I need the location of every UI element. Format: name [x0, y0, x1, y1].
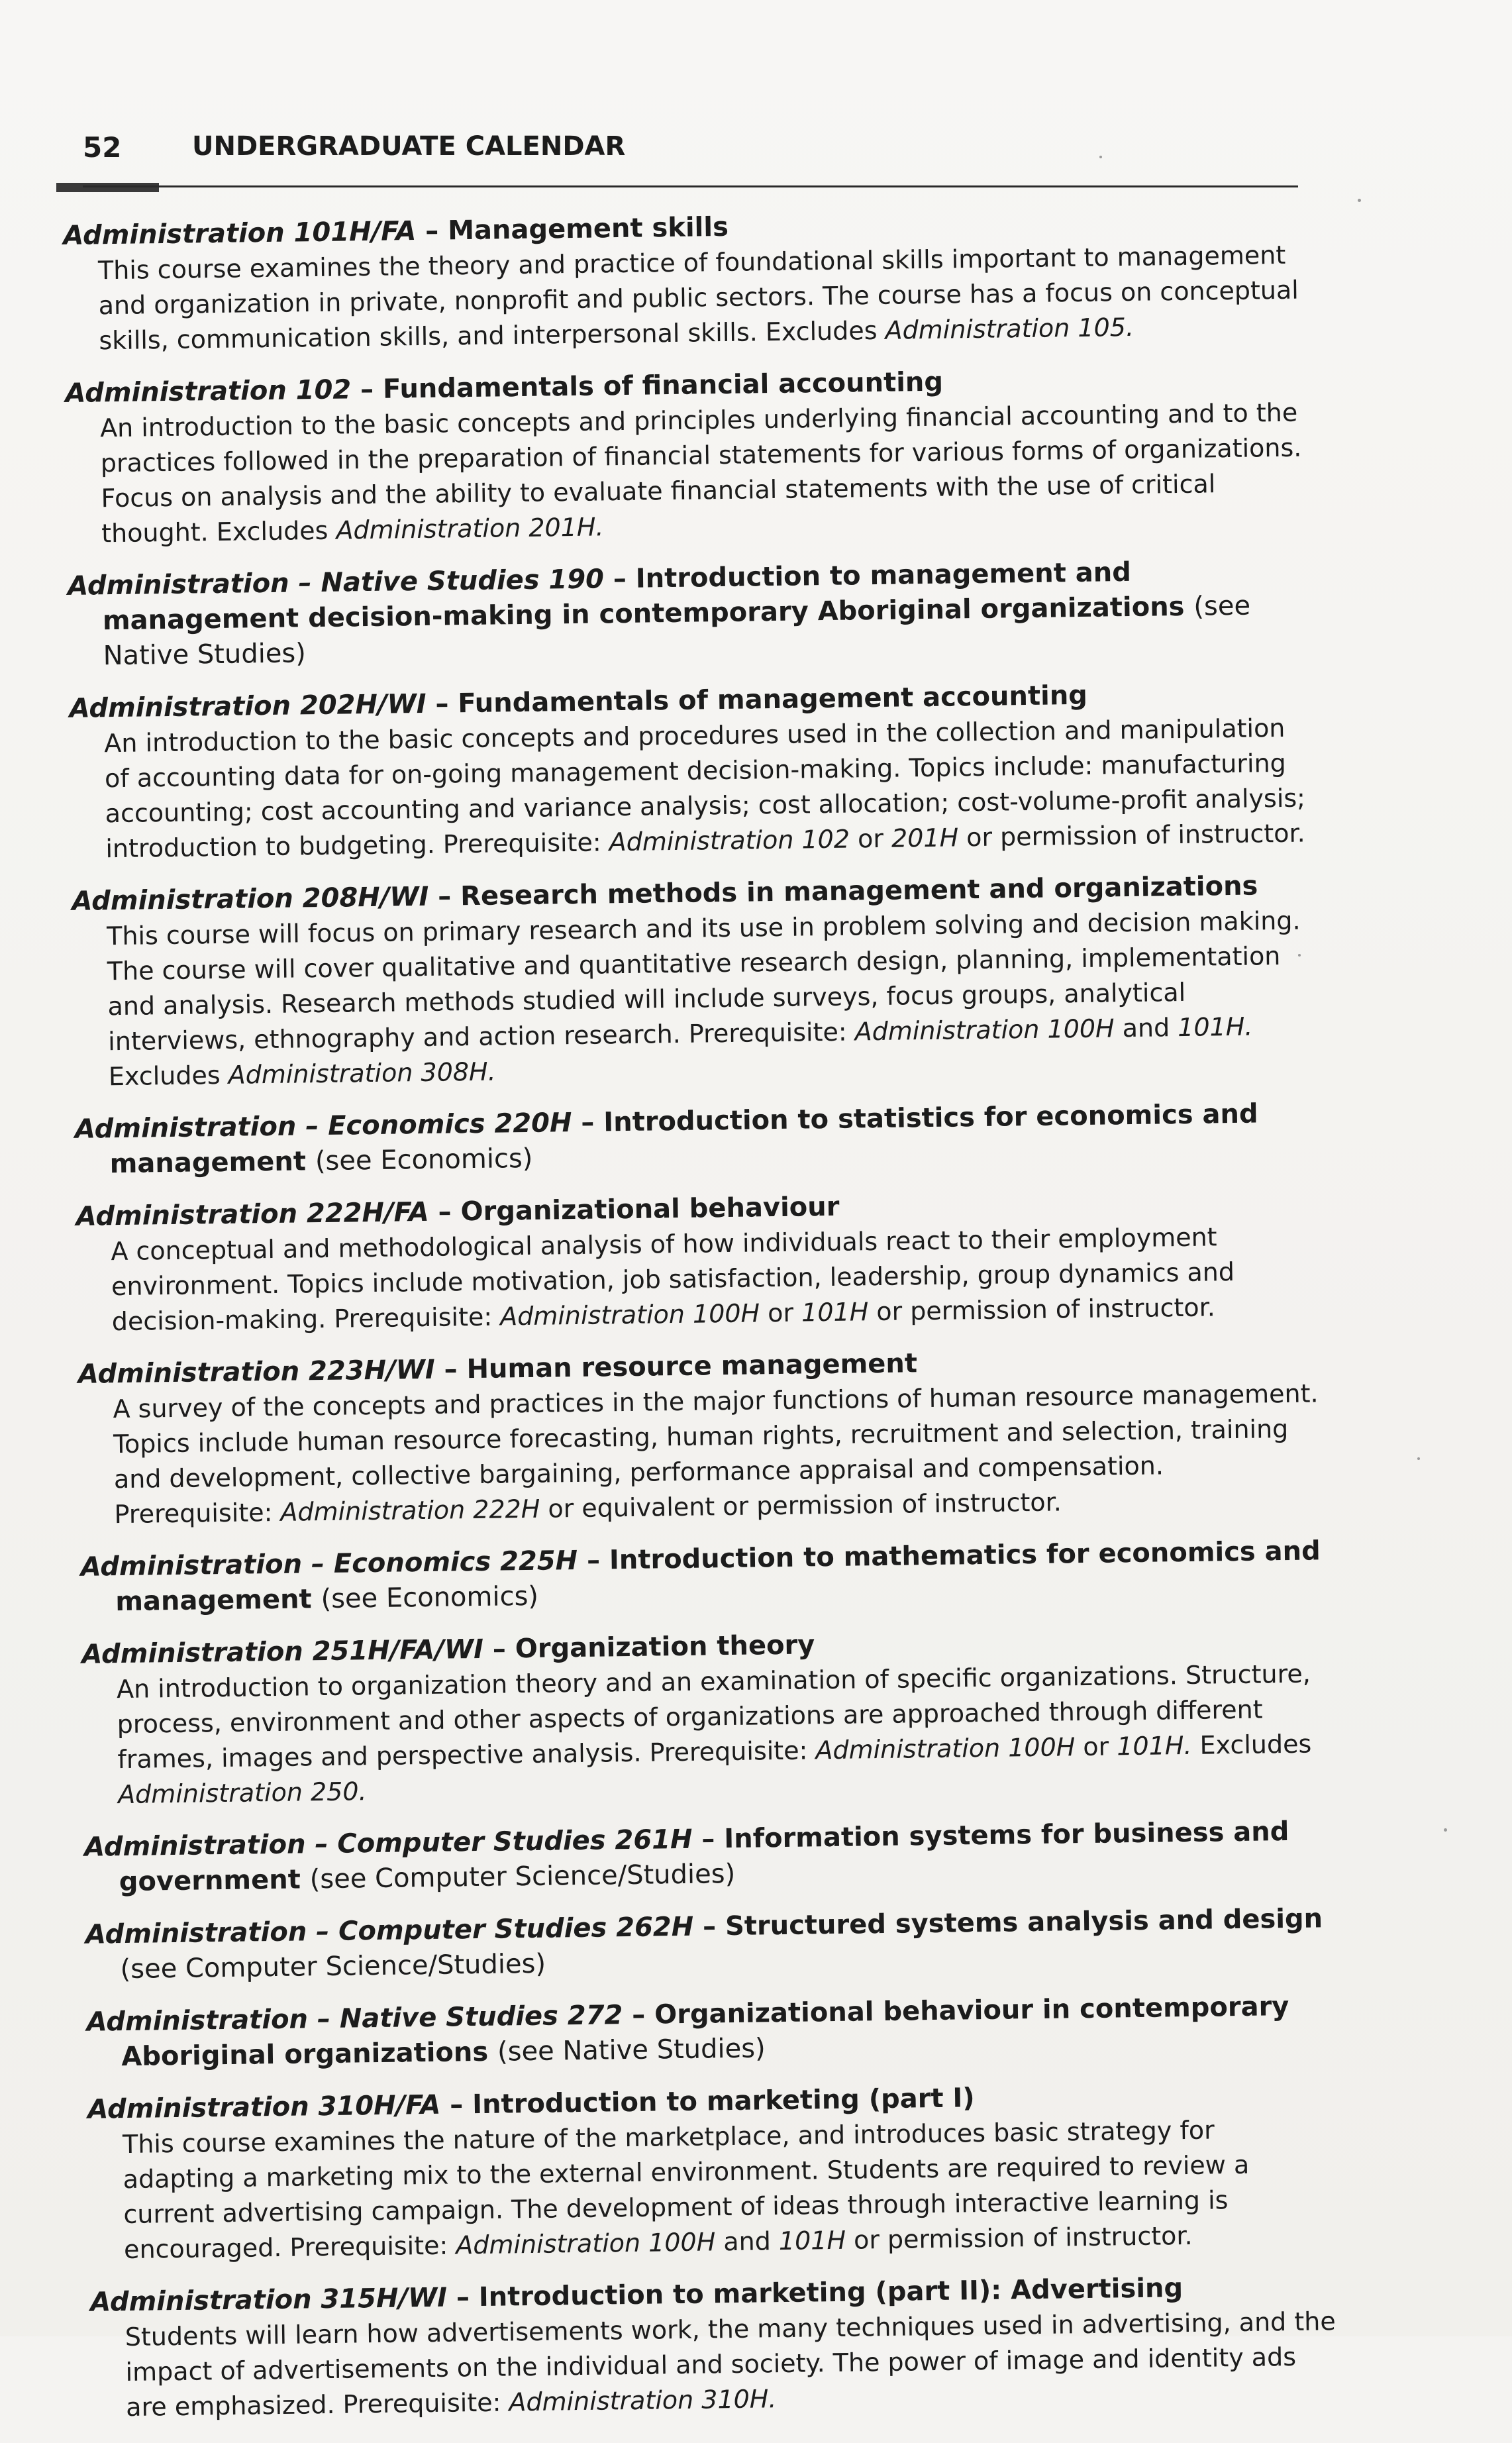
course-code: Administration 223H/WI — [77, 1354, 435, 1390]
course-code: Administration – Computer Studies 262H — [85, 1911, 694, 1950]
scan-speck — [1099, 156, 1102, 158]
header-rule — [83, 185, 1298, 187]
course-reference: Administration 201H. — [336, 512, 604, 545]
scan-speck — [1444, 1828, 1447, 1832]
description-text: and — [1114, 1013, 1178, 1043]
course-reference: 201H — [891, 823, 959, 853]
course-code: Administration – Native Studies 272 — [86, 2000, 623, 2038]
course-title: Introduction to marketing (part I) — [472, 2083, 975, 2120]
heading-separator: – — [483, 1634, 516, 1665]
heading-separator: – — [350, 374, 383, 405]
course-code: Administration 202H/WI — [69, 688, 427, 724]
course-code: Administration – Computer Studies 261H — [83, 1824, 693, 1863]
description-text: Excludes — [1191, 1729, 1312, 1760]
course-heading — [84, 1814, 1330, 1900]
course-heading — [80, 1533, 1326, 1620]
course-title: Information systems for business and government — [119, 1816, 1289, 1898]
heading-separator: – — [603, 563, 636, 595]
course-heading — [75, 1096, 1321, 1182]
header-accent-bar — [56, 183, 159, 192]
heading-separator: – — [572, 1107, 604, 1139]
course-entry — [90, 2269, 1337, 2426]
heading-separator: – — [446, 2282, 479, 2313]
course-reference: Administration 222H — [280, 1494, 540, 1527]
course-description — [76, 1218, 1323, 1340]
description-text: or permission of instructor. — [868, 1292, 1216, 1327]
heading-separator: – — [416, 215, 448, 247]
description-text: An introduction to the basic concepts and procedures used in the collection and manipulation of accounting data for on-going management decision-making. Topics include: manufacturing accounting; cost accounting and variance analysis; cost allocation; cost-volume-profit analysis; introduction to budgeting. Prerequisite: — [104, 713, 1306, 864]
course-code: Administration – Economics 225H — [80, 1545, 578, 1583]
course-title: Introduction to statistics for economics and management — [109, 1098, 1258, 1180]
heading-separator: – — [428, 881, 461, 912]
course-code: Administration 102 — [65, 374, 352, 409]
description-text: or — [849, 823, 892, 854]
heading-separator: – — [577, 1545, 610, 1576]
course-code: Administration 101H/FA — [63, 216, 417, 251]
course-reference: Administration 100H — [854, 1014, 1115, 1047]
course-reference: Administration 105. — [885, 312, 1134, 345]
description-text: This course will focus on primary research and its use in problem solving and decision making. The course will cover qualitative and quantitative research design, planning, implementation and analysis. Research methods studied will include surveys, focus groups, analytical interviews, ethnography and action research. Prerequisite: — [106, 906, 1301, 1057]
scan-speck — [1298, 954, 1301, 957]
course-reference: Administration 310H. — [509, 2384, 777, 2417]
course-reference: Administration 100H — [499, 1298, 760, 1331]
course-description — [70, 710, 1317, 867]
course-list — [63, 202, 1337, 2442]
course-code: Administration 222H/FA — [76, 1196, 429, 1232]
page-number: 52 — [83, 131, 122, 164]
course-entry — [78, 1341, 1325, 1533]
course-title: Fundamentals of financial accounting — [382, 366, 944, 405]
course-title: Organization theory — [515, 1630, 815, 1665]
description-text: This course examines the theory and practice of foundational skills important to management and organization in private, nonprofit and public sectors. The course has a focus on conceptual skills, communication skills, and interpersonal skills. Excludes — [97, 240, 1299, 356]
course-title: Introduction to marketing (part II): Advertising — [478, 2273, 1184, 2313]
scan-speck — [1358, 199, 1361, 202]
cross-reference: (see Native Studies) — [497, 2033, 766, 2067]
description-text: or — [759, 1298, 802, 1328]
course-reference: Administration 100H — [456, 2227, 716, 2260]
course-description — [64, 237, 1310, 359]
description-text: or permission of instructor. — [845, 2220, 1193, 2255]
course-description — [66, 395, 1313, 552]
course-code: Administration 251H/FA/WI — [81, 1634, 484, 1670]
course-description — [91, 2304, 1337, 2426]
scan-speck — [1417, 1457, 1420, 1460]
course-entry — [76, 1183, 1323, 1340]
course-entry — [85, 1901, 1331, 1988]
description-text: and — [715, 2226, 780, 2257]
cross-reference: (see Economics) — [315, 1143, 533, 1177]
course-title: Organizational behaviour in contemporary Aboriginal organizations — [121, 1991, 1289, 2073]
course-description — [72, 903, 1319, 1095]
description-text: or equivalent or permission of instructor. — [540, 1487, 1062, 1524]
heading-separator: – — [426, 688, 458, 719]
course-entry — [68, 552, 1314, 674]
heading-separator: – — [434, 1354, 467, 1385]
heading-separator: – — [623, 1999, 655, 2031]
description-text: A survey of the concepts and practices in the major functions of human resource management. Topics include human resource forecasting, human rights, recruitment and selection, training and development, collective bargaining, performance appraisal and compensation. Prerequisite: — [113, 1378, 1319, 1530]
description-text: Students will learn how advertisements work, the many techniques used in advertising, and the impact of advertisements on the individual and society. The power of image and identity ads are emphasized. Prerequisite: — [125, 2307, 1336, 2422]
course-reference: Administration 250. — [117, 1777, 367, 1810]
course-code: Administration – Economics 220H — [74, 1108, 572, 1145]
course-title: Introduction to mathematics for economics and management — [115, 1535, 1321, 1618]
description-text: A conceptual and methodological analysis of how individuals react to their employment environment. Topics include motivation, job satisfaction, leadership, group dynamics and decision-making. Prerequisite: — [111, 1222, 1235, 1337]
course-heading — [68, 552, 1314, 674]
cross-reference: (see Computer Science/Studies) — [309, 1858, 736, 1895]
course-entry — [80, 1533, 1326, 1620]
course-entry — [86, 1989, 1332, 2075]
course-code: Administration 315H/WI — [89, 2282, 448, 2318]
course-description — [82, 1656, 1329, 1813]
description-text: This course examines the nature of the marketplace, and introduces basic strategy for adapting a marketing mix to the external environment. Students are required to review a current advertising campaign. The development of ideas through interactive learning is encouraged. Prerequisite: — [122, 2115, 1250, 2265]
course-reference: Administration 308H. — [228, 1057, 496, 1090]
page-header — [83, 123, 1295, 189]
course-heading — [85, 1901, 1331, 1988]
course-code: Administration – Native Studies 190 — [67, 564, 605, 601]
course-entry — [69, 675, 1316, 867]
course-title: Human resource management — [466, 1348, 918, 1385]
course-reference: 101H — [801, 1297, 869, 1327]
course-title: Introduction to management and management decision-making in contemporary Aboriginal organizations — [102, 556, 1185, 637]
course-reference: Administration 100H — [815, 1732, 1076, 1765]
heading-separator: – — [440, 2089, 473, 2120]
course-title: Organizational behaviour — [460, 1191, 840, 1227]
course-code: Administration 310H/FA — [87, 2089, 441, 2125]
heading-separator: – — [693, 1911, 726, 1942]
running-title: UNDERGRADUATE CALENDAR — [192, 131, 626, 162]
cross-reference: (see Native Studies) — [103, 590, 1251, 672]
description-text: An introduction to organization theory and an examination of specific organizations. Structure, process, environment and other aspects of organizations are approached through different frames, images and perspective analysis. Prerequisite: — [116, 1659, 1311, 1775]
description-text: or — [1075, 1732, 1117, 1762]
course-reference: 101H — [778, 2225, 846, 2256]
course-title: Management skills — [447, 211, 729, 246]
description-text: An introduction to the basic concepts and principles underlying financial accounting and to the practices followed in the preparation of financial statements for various forms of organizations. Focus on analysis and the ability to evaluate financial statements with the use of critical thought. Excludes — [99, 397, 1302, 548]
course-reference: 101H. — [1117, 1730, 1192, 1761]
course-entry — [84, 1814, 1330, 1900]
description-text: or permission of instructor. — [958, 818, 1305, 853]
course-entry — [75, 1096, 1321, 1182]
course-heading — [86, 1989, 1332, 2075]
course-title: Fundamentals of management accounting — [458, 680, 1088, 719]
course-description — [88, 2111, 1335, 2268]
course-entry — [65, 360, 1312, 552]
course-description — [78, 1376, 1325, 1533]
course-entry — [72, 868, 1319, 1095]
cross-reference: (see Computer Science/Studies) — [120, 1948, 546, 1985]
course-reference: 101H. — [1177, 1012, 1253, 1043]
cross-reference: (see Economics) — [321, 1581, 539, 1615]
course-title: Structured systems analysis and design — [725, 1903, 1323, 1942]
course-entry — [81, 1621, 1329, 1813]
heading-separator: – — [428, 1196, 461, 1227]
description-text: Excludes — [108, 1060, 228, 1092]
course-entry — [63, 202, 1310, 359]
course-reference: Administration 102 — [609, 824, 850, 857]
course-entry — [87, 2076, 1335, 2268]
course-title: Research methods in management and organizations — [460, 870, 1258, 912]
heading-separator: – — [692, 1824, 725, 1855]
course-code: Administration 208H/WI — [72, 881, 429, 917]
